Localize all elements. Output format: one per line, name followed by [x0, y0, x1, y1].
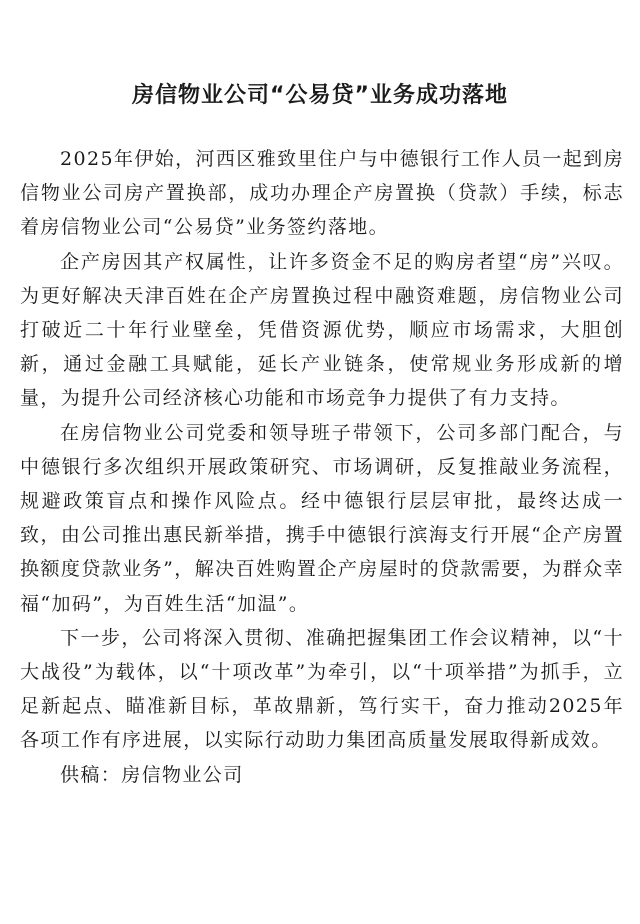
article-title: 房信物业公司“公易贷”业务成功落地 [132, 83, 508, 108]
paragraph-4: 下一步，公司将深入贯彻、准确把握集团工作会议精神，以“十大战役”为载体，以“十项改革”为牵引，以“十项举措”为抓手，立足新起点、瞄准新目标，革故鼎新，笃行实干，奋力推动2025年各项工作有序进展，以实际行动助力集团高质量发展取得新成效。 [20, 626, 624, 752]
paragraph-1: 2025年伊始，河西区雅致里住户与中德银行工作人员一起到房信物业公司房产置换部，成功办理企产房置换（贷款）手续，标志着房信物业公司“公易贷”业务签约落地。 [20, 148, 624, 239]
article-body [20, 142, 624, 792]
paragraph-3: 在房信物业公司党委和领导班子带领下，公司多部门配合，与中德银行多次组织开展政策研究、市场调研，反复推敲业务流程，规避政策盲点和操作风险点。经中德银行层层审批，最终达成一致，由公司推出惠民新举措，携手中德银行滨海支行开展“企产房置换额度贷款业务”，解决百姓购置企产房屋时的贷款需要，为群众幸福“加码”，为百姓生活“加温”。 [20, 421, 624, 615]
paragraph-2: 企产房因其产权属性，让许多资金不足的购房者望“房”兴叹。为更好解决天津百姓在企产房置换过程中融资难题，房信物业公司打破近二十年行业壁垒，凭借资源优势，顺应市场需求，大胆创新，通过金融工具赋能，延长产业链条，使常规业务形成新的增量，为提升公司经济核心功能和市场竞争力提供了有力支持。 [20, 250, 624, 410]
source-line: 供稿：房信物业公司 [60, 763, 244, 786]
